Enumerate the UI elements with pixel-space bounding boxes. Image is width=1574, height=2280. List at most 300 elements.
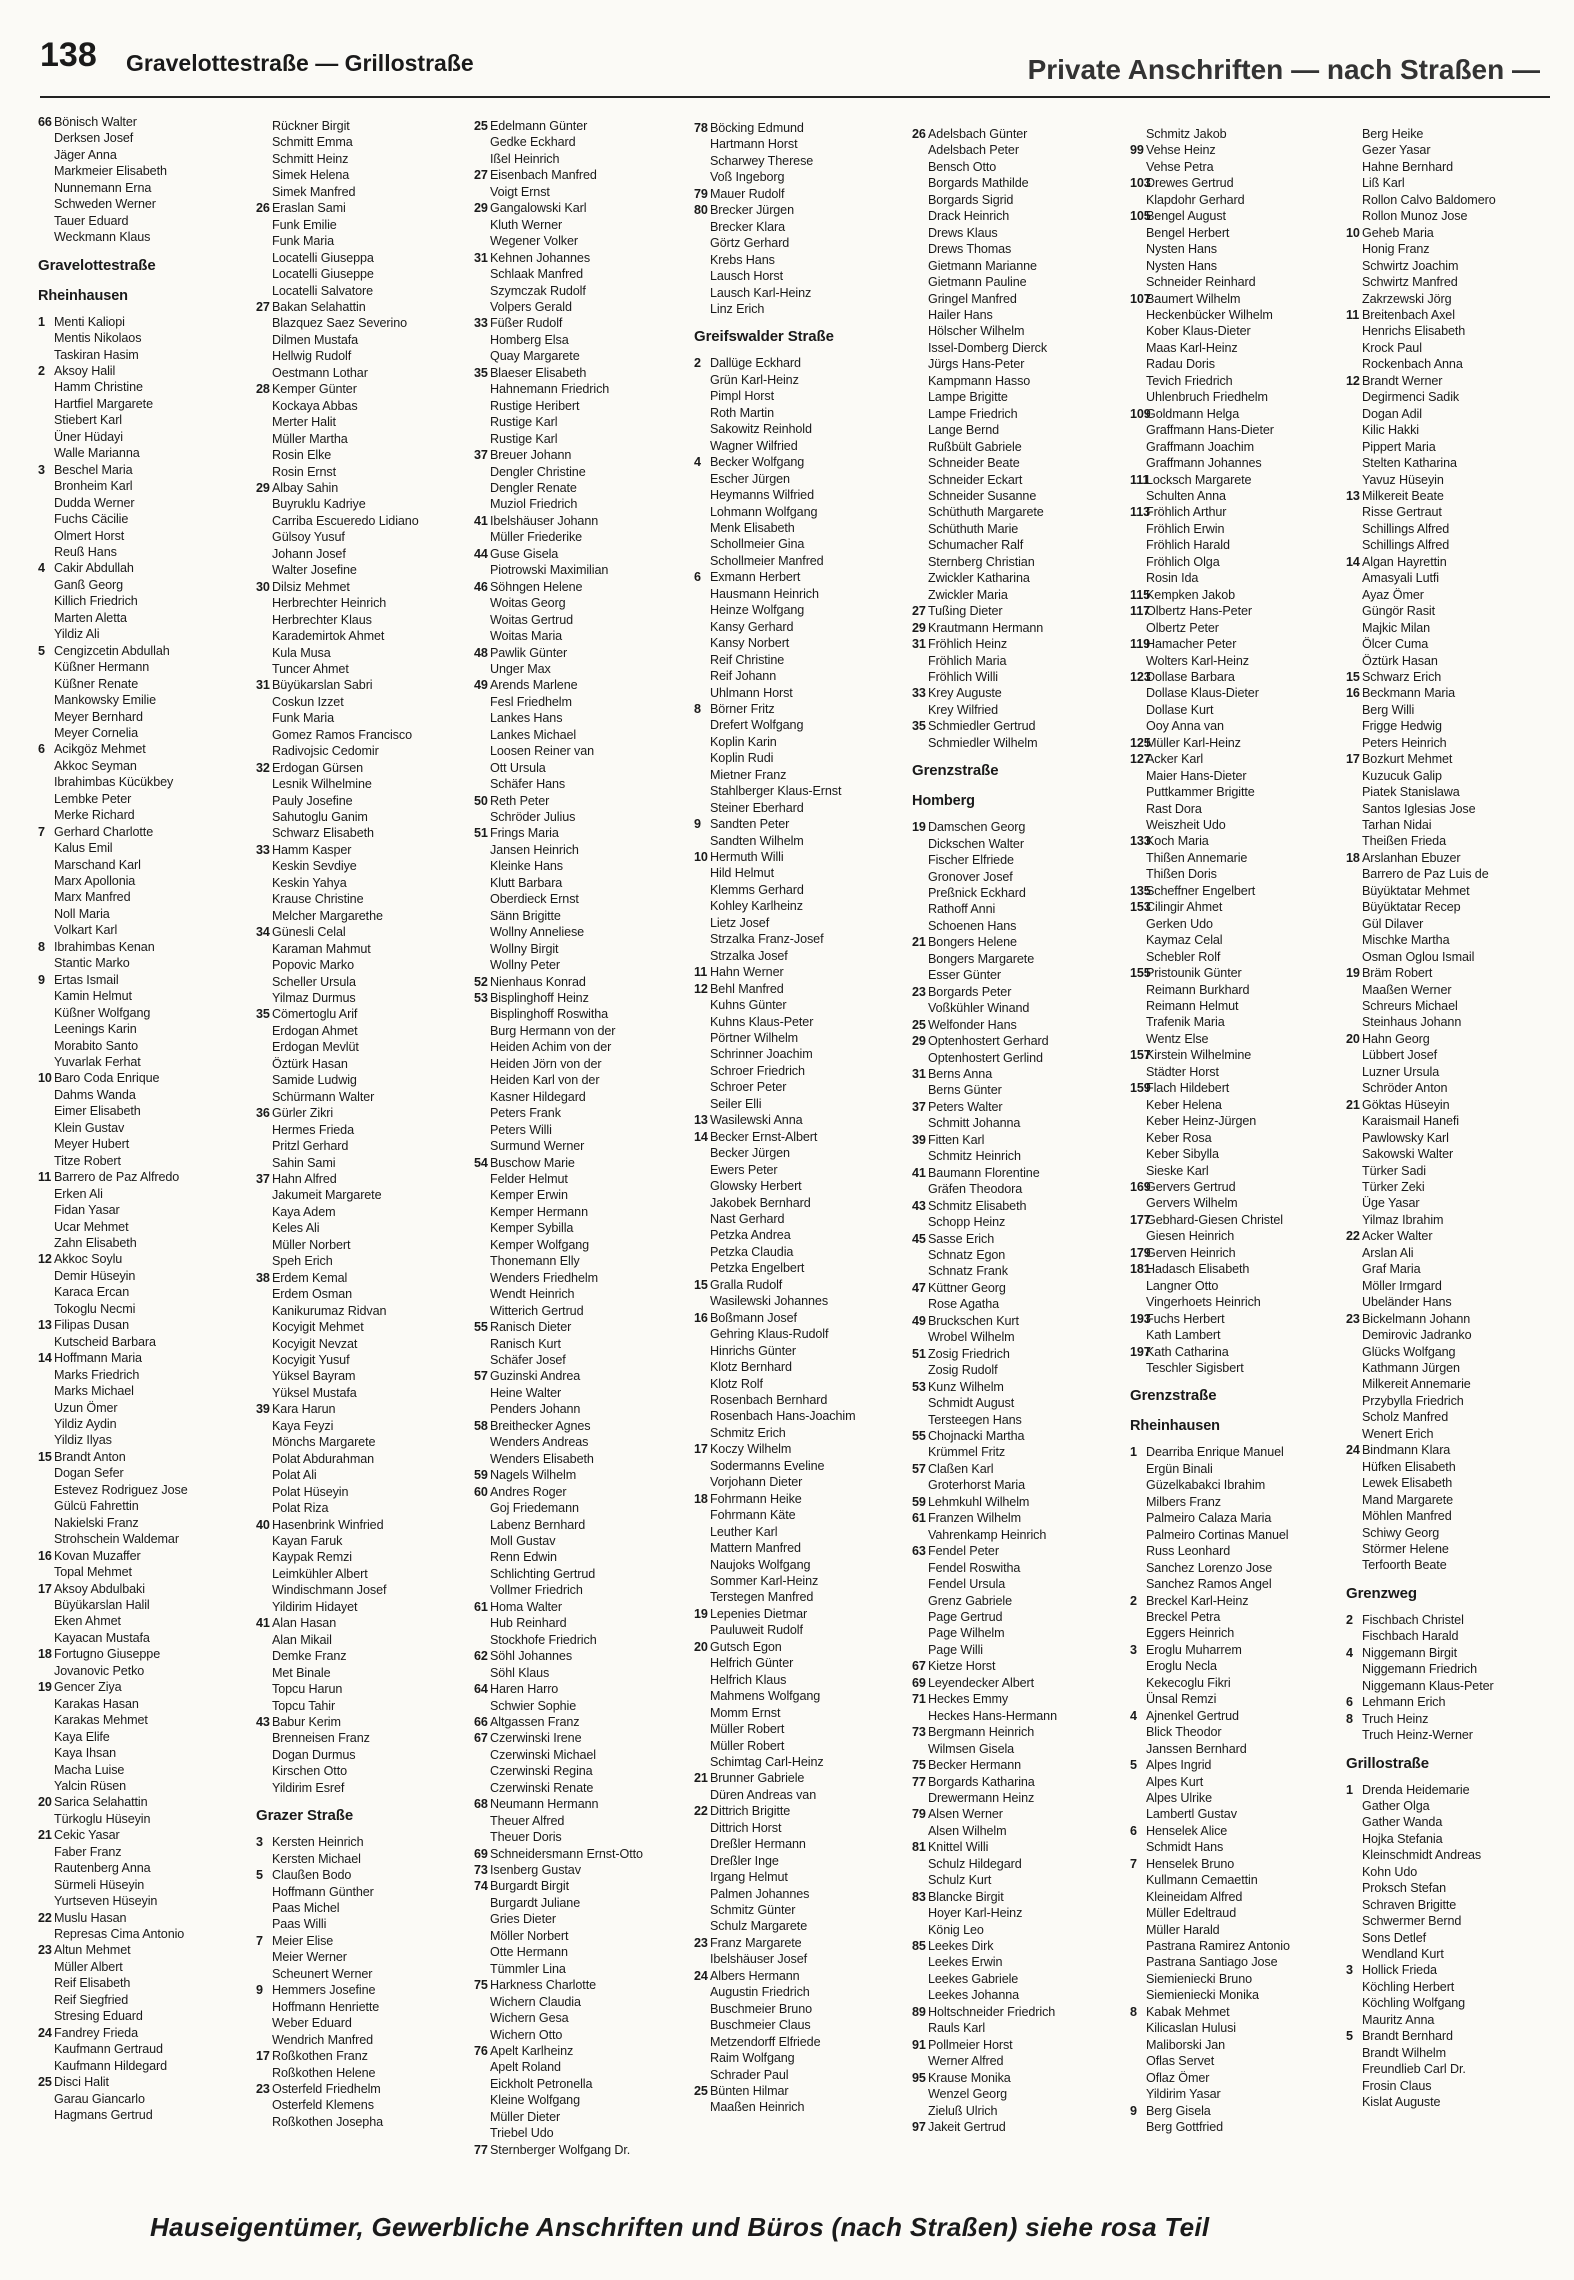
resident-name: Siemieniecki Bruno — [1146, 1971, 1252, 1986]
house-number: 41 — [256, 1616, 270, 1631]
column-1 — [38, 114, 253, 2164]
resident-entry — [38, 1334, 253, 1350]
resident-entry — [38, 2074, 253, 2090]
resident-entry — [38, 1778, 253, 1794]
resident-name: Leenings Karin — [54, 1022, 137, 1037]
resident-entry — [912, 603, 1127, 619]
resident-entry — [912, 340, 1127, 356]
house-number: 17 — [694, 1442, 708, 1457]
resident-entry — [474, 579, 689, 595]
resident-name: Beckmann Maria — [1362, 686, 1456, 701]
resident-name: Schillings Alfred — [1362, 538, 1450, 553]
resident-name: Scheffner Engelbert — [1146, 883, 1256, 898]
resident-name: Fischbach Christel — [1362, 1612, 1464, 1627]
resident-entry — [1346, 1031, 1551, 1047]
house-number: 35 — [474, 365, 488, 380]
resident-name: Müller Friederike — [490, 530, 583, 545]
resident-entry — [1130, 142, 1345, 158]
resident-name: Schwirtz Manfred — [1362, 275, 1458, 290]
resident-entry — [256, 562, 471, 578]
resident-entry — [474, 858, 689, 874]
resident-name: Trafenik Maria — [1146, 1015, 1225, 1030]
resident-name: Schimtag Carl-Heinz — [710, 1754, 824, 1769]
resident-name: Hartmann Horst — [710, 137, 798, 152]
resident-name: Gedke Eckhard — [490, 135, 576, 150]
resident-name: Cömertoglu Arif — [272, 1007, 358, 1022]
resident-name: Claßen Karl — [928, 1461, 994, 1476]
resident-entry — [1130, 1774, 1345, 1790]
resident-name: Hahn Werner — [710, 965, 784, 980]
resident-name: Koplin Rudi — [710, 751, 774, 766]
resident-entry — [38, 544, 253, 560]
resident-entry — [912, 1576, 1127, 1592]
resident-name: Pastrana Ramirez Antonio — [1146, 1939, 1290, 1954]
house-number: 91 — [912, 2037, 926, 2052]
resident-entry — [38, 791, 253, 807]
resident-entry — [694, 2099, 909, 2115]
resident-entry — [474, 1582, 689, 1598]
resident-entry — [474, 793, 689, 809]
resident-entry — [912, 1214, 1127, 1230]
resident-name: Dahms Wanda — [54, 1087, 136, 1102]
resident-name: Taskiran Hasim — [54, 347, 139, 362]
resident-name: Unger Max — [490, 661, 551, 676]
resident-name: Lampe Friedrich — [928, 406, 1018, 421]
house-number: 29 — [474, 201, 488, 216]
resident-entry — [1130, 1625, 1345, 1641]
resident-name: Lewek Elisabeth — [1362, 1476, 1453, 1491]
resident-entry — [256, 809, 471, 825]
resident-name: Olbertz Hans-Peter — [1146, 604, 1252, 619]
resident-entry — [1346, 291, 1551, 307]
resident-entry — [1130, 1163, 1345, 1179]
resident-name: Groterhorst Maria — [928, 1478, 1025, 1493]
resident-entry — [694, 219, 909, 235]
resident-name: Santos Iglesias Jose — [1362, 801, 1476, 816]
resident-entry — [474, 645, 689, 661]
house-number: 20 — [694, 1639, 708, 1654]
resident-entry — [912, 406, 1127, 422]
resident-name: Melcher Margarethe — [272, 908, 383, 923]
resident-name: Liß Karl — [1362, 176, 1405, 191]
resident-name: Topcu Harun — [272, 1682, 343, 1697]
house-number: 20 — [1346, 1031, 1360, 1046]
resident-entry — [256, 184, 471, 200]
resident-name: Voßkühler Winand — [928, 1001, 1030, 1016]
resident-entry — [694, 1343, 909, 1359]
resident-name: Hüfken Elisabeth — [1362, 1459, 1456, 1474]
resident-name: Keber Helena — [1146, 1097, 1222, 1112]
house-number: 11 — [1346, 307, 1360, 322]
resident-name: Augustin Friedrich — [710, 1985, 810, 2000]
resident-entry — [256, 1533, 471, 1549]
house-number: 6 — [694, 570, 701, 585]
resident-entry — [38, 229, 253, 245]
resident-name: König Leo — [928, 1922, 984, 1937]
resident-name: Dittrich Horst — [710, 1820, 782, 1835]
resident-entry — [912, 1263, 1127, 1279]
resident-entry — [694, 1622, 909, 1638]
resident-entry — [1346, 833, 1551, 849]
house-number: 31 — [912, 637, 926, 652]
house-number: 159 — [1130, 1081, 1151, 1096]
house-number: 99 — [1130, 143, 1144, 158]
resident-name: Herbrechter Klaus — [272, 612, 372, 627]
resident-name: Drews Thomas — [928, 242, 1012, 257]
resident-entry — [1130, 1741, 1345, 1757]
resident-name: Tevich Friedrich — [1146, 373, 1233, 388]
resident-name: Karakas Hasan — [54, 1696, 139, 1711]
house-number: 74 — [474, 1879, 488, 1894]
resident-name: Paas Michel — [272, 1901, 340, 1916]
resident-entry — [38, 330, 253, 346]
resident-name: Heckenbücker Wilhelm — [1146, 307, 1273, 322]
resident-name: Kilic Hakki — [1362, 423, 1419, 438]
resident-entry — [474, 1533, 689, 1549]
resident-name: Aksoy Abdulbaki — [54, 1581, 145, 1596]
resident-name: Albay Sahin — [272, 480, 339, 495]
resident-name: Dilsiz Mehmet — [272, 579, 350, 594]
resident-name: Meier Elise — [272, 1933, 334, 1948]
resident-name: Hoffmann Maria — [54, 1351, 142, 1366]
resident-name: Bönisch Walter — [54, 115, 137, 129]
resident-entry — [1130, 784, 1345, 800]
resident-entry — [474, 1204, 689, 1220]
resident-name: Paas Willi — [272, 1917, 327, 1932]
resident-entry — [38, 1284, 253, 1300]
resident-entry — [38, 314, 253, 330]
resident-entry — [1130, 159, 1345, 175]
resident-name: Breckel Petra — [1146, 1609, 1221, 1624]
section-title: Private Anschriften — nach Straßen — — [1027, 54, 1540, 85]
resident-entry — [1346, 1962, 1551, 1978]
resident-entry — [256, 1698, 471, 1714]
resident-entry — [474, 151, 689, 167]
resident-entry — [38, 1103, 253, 1119]
resident-entry — [912, 323, 1127, 339]
district-heading: Homberg — [912, 793, 975, 810]
resident-name: Koch Maria — [1146, 834, 1209, 849]
resident-name: Schlaak Manfred — [490, 267, 584, 282]
resident-name: Rathoff Anni — [928, 902, 996, 917]
resident-name: Sons Detlef — [1362, 1930, 1427, 1945]
resident-entry — [912, 1082, 1127, 1098]
resident-entry — [256, 760, 471, 776]
resident-name: Söhngen Helene — [490, 579, 583, 594]
resident-entry — [474, 464, 689, 480]
resident-name: Guzinski Andrea — [490, 1369, 581, 1384]
resident-name: Hahn Alfred — [272, 1172, 337, 1186]
resident-entry — [694, 1655, 909, 1671]
resident-name: Theuer Doris — [490, 1830, 562, 1845]
resident-name: Gehring Klaus-Rudolf — [710, 1327, 829, 1342]
resident-name: Maas Karl-Heinz — [1146, 340, 1238, 355]
resident-entry — [38, 1169, 253, 1185]
resident-name: Leyendecker Albert — [928, 1675, 1035, 1690]
resident-entry — [1346, 620, 1551, 636]
resident-name: Nagels Wilhelm — [490, 1468, 577, 1483]
resident-entry — [1346, 1492, 1551, 1508]
resident-name: Kaymaz Celal — [1146, 933, 1223, 948]
resident-name: Krause Christine — [272, 892, 364, 907]
house-number: 53 — [474, 991, 488, 1006]
resident-name: Küttner Georg — [928, 1280, 1006, 1295]
resident-entry — [1130, 2119, 1345, 2135]
resident-name: Tußing Dieter — [928, 604, 1003, 619]
resident-entry — [474, 2010, 689, 2026]
resident-entry — [38, 1383, 253, 1399]
resident-name: Müller Martha — [272, 431, 348, 446]
resident-entry — [256, 151, 471, 167]
resident-name: Heckes Emmy — [928, 1692, 1009, 1707]
resident-entry — [474, 2109, 689, 2125]
resident-entry — [38, 147, 253, 163]
resident-name: Bergmann Heinrich — [928, 1725, 1035, 1740]
resident-entry — [1346, 1311, 1551, 1327]
resident-name: Simek Helena — [272, 168, 350, 183]
resident-name: Heine Walter — [490, 1385, 562, 1400]
resident-entry — [474, 875, 689, 891]
resident-name: Bruckschen Kurt — [928, 1313, 1019, 1328]
resident-entry — [1130, 1212, 1345, 1228]
resident-name: Dearriba Enrique Manuel — [1146, 1445, 1284, 1460]
resident-name: Wrobel Wilhelm — [928, 1330, 1015, 1345]
resident-entry — [474, 1730, 689, 1746]
resident-name: Börner Fritz — [710, 701, 775, 716]
resident-name: Wasilewski Anna — [710, 1113, 803, 1128]
resident-name: Woitas Maria — [490, 629, 563, 644]
resident-entry — [38, 2041, 253, 2057]
resident-entry — [1130, 1527, 1345, 1543]
resident-entry — [474, 1846, 689, 1862]
resident-entry — [256, 990, 471, 1006]
resident-name: Palmeiro Cortinas Manuel — [1146, 1527, 1289, 1542]
resident-entry — [256, 1780, 471, 1796]
house-number: 9 — [694, 817, 701, 832]
resident-entry — [256, 2081, 471, 2097]
resident-name: Gralla Rudolf — [710, 1277, 783, 1292]
resident-entry — [694, 1014, 909, 1030]
resident-entry — [694, 586, 909, 602]
house-number: 73 — [912, 1725, 926, 1740]
house-number: 16 — [38, 1548, 52, 1563]
resident-entry — [1130, 1031, 1345, 1047]
resident-entry — [912, 967, 1127, 983]
resident-entry — [256, 1681, 471, 1697]
resident-entry — [256, 908, 471, 924]
resident-name: Schebler Rolf — [1146, 949, 1221, 964]
resident-entry — [1130, 669, 1345, 685]
resident-entry — [1346, 340, 1551, 356]
house-number: 60 — [474, 1484, 488, 1499]
house-number: 33 — [912, 686, 926, 701]
resident-entry — [38, 807, 253, 823]
resident-entry — [1346, 1847, 1551, 1863]
resident-entry — [474, 677, 689, 693]
resident-entry — [912, 1379, 1127, 1395]
resident-entry — [38, 1926, 253, 1942]
resident-name: Kuzucuk Galip — [1362, 768, 1442, 783]
resident-name: Heiden Achim von der — [490, 1040, 612, 1055]
resident-name: Coskun Izzet — [272, 694, 344, 709]
resident-name: Mentis Nikolaos — [54, 331, 142, 346]
resident-entry — [256, 1072, 471, 1088]
resident-name: Borgards Katharina — [928, 1774, 1035, 1789]
resident-name: Keber Heinz-Jürgen — [1146, 1114, 1257, 1129]
resident-name: Graffmann Joachim — [1146, 439, 1254, 454]
resident-entry — [256, 1933, 471, 1949]
resident-name: Dollase Kurt — [1146, 702, 1214, 717]
resident-name: Erdem Kemal — [272, 1270, 348, 1285]
resident-name: Türker Sadi — [1362, 1163, 1426, 1178]
resident-entry — [1130, 1757, 1345, 1773]
resident-entry — [1346, 801, 1551, 817]
resident-name: Locatelli Salvatore — [272, 283, 374, 298]
resident-name: Krey Wilfried — [928, 702, 999, 717]
resident-entry — [474, 1105, 689, 1121]
resident-name: Dogan Durmus — [272, 1747, 356, 1762]
resident-name: Brecker Klara — [710, 219, 785, 234]
resident-name: Samide Ludwig — [272, 1073, 357, 1088]
resident-name: Yüksel Mustafa — [272, 1385, 357, 1400]
resident-entry — [474, 167, 689, 183]
resident-entry — [912, 192, 1127, 208]
resident-name: Lankes Hans — [490, 711, 563, 726]
resident-name: Vorjohann Dieter — [710, 1475, 803, 1490]
resident-name: Speh Erich — [272, 1254, 333, 1269]
resident-name: Nienhaus Konrad — [490, 974, 586, 989]
resident-name: Wenzel Georg — [928, 2087, 1008, 2102]
resident-entry — [912, 2070, 1127, 2086]
resident-name: Köchling Wolfgang — [1362, 1996, 1466, 2011]
resident-name: Luzner Ursula — [1362, 1064, 1440, 1079]
resident-name: Kober Klaus-Dieter — [1146, 324, 1251, 339]
resident-entry — [474, 595, 689, 611]
resident-name: Schulz Margarete — [710, 1919, 808, 1934]
resident-name: Buyruklu Kadriye — [272, 497, 366, 512]
resident-name: Akkoc Soylu — [54, 1252, 123, 1267]
resident-entry — [474, 2059, 689, 2075]
resident-name: Demke Franz — [272, 1649, 347, 1664]
resident-name: Apelt Karlheinz — [490, 2044, 574, 2059]
house-number: 77 — [474, 2142, 488, 2157]
resident-entry — [38, 610, 253, 626]
resident-name: Mankowsky Emilie — [54, 693, 156, 708]
resident-entry — [474, 974, 689, 990]
resident-name: Cakir Abdullah — [54, 561, 134, 576]
resident-entry — [1346, 718, 1551, 734]
resident-name: Schäfer Hans — [490, 777, 566, 792]
resident-entry — [474, 217, 689, 233]
resident-entry — [256, 1648, 471, 1664]
resident-name: Gürler Zikri — [272, 1106, 334, 1121]
resident-entry — [256, 858, 471, 874]
resident-name: Blaeser Elisabeth — [490, 365, 587, 380]
resident-entry — [38, 1613, 253, 1629]
resident-name: Rollon Calvo Baldomero — [1362, 192, 1496, 207]
resident-entry — [474, 1418, 689, 1434]
resident-name: Eken Ahmet — [54, 1614, 121, 1629]
resident-name: Tümmler Lina — [490, 1961, 566, 1976]
resident-name: Drefert Wolfgang — [710, 718, 804, 733]
resident-name: Fesl Friedhelm — [490, 694, 572, 709]
resident-name: Leekes Johanna — [928, 1988, 1020, 2003]
resident-name: Gerhard Charlotte — [54, 824, 154, 839]
resident-name: Fröhlich Willi — [928, 669, 998, 684]
resident-name: Czerwinski Renate — [490, 1780, 594, 1795]
resident-name: Jakumeit Margarete — [272, 1188, 382, 1203]
resident-name: Büyüktatar Recep — [1362, 900, 1461, 915]
resident-entry — [474, 743, 689, 759]
house-number: 58 — [474, 1418, 488, 1433]
resident-name: Kath Lambert — [1146, 1328, 1221, 1343]
resident-name: Meyer Cornelia — [54, 725, 138, 740]
resident-name: Rustige Heribert — [490, 398, 580, 413]
resident-entry — [694, 1408, 909, 1424]
resident-name: Lambertl Gustav — [1146, 1807, 1237, 1822]
resident-name: Markmeier Elisabeth — [54, 164, 167, 179]
resident-name: Fröhlich Olga — [1146, 554, 1220, 569]
resident-entry — [474, 266, 689, 282]
resident-entry — [912, 620, 1127, 636]
resident-entry — [912, 488, 1127, 504]
resident-entry — [1346, 1426, 1551, 1442]
resident-entry — [1346, 570, 1551, 586]
resident-name: Pristounik Günter — [1146, 966, 1242, 981]
resident-name: Gronover Josef — [928, 869, 1013, 884]
resident-entry — [256, 1966, 471, 1982]
resident-name: Wenert Erich — [1362, 1426, 1434, 1441]
resident-entry — [1130, 1954, 1345, 1970]
resident-entry — [912, 1477, 1127, 1493]
resident-entry — [912, 718, 1127, 734]
resident-name: Schopp Heinz — [928, 1215, 1006, 1230]
resident-entry — [256, 677, 471, 693]
resident-name: Beschel Maria — [54, 462, 133, 477]
resident-name: Oflaz Ömer — [1146, 2070, 1210, 2085]
resident-entry — [912, 1494, 1127, 1510]
house-number: 57 — [912, 1461, 926, 1476]
resident-entry — [694, 504, 909, 520]
resident-entry — [1130, 949, 1345, 965]
resident-name: Schnatz Frank — [928, 1264, 1008, 1279]
resident-name: Erdogan Mevlüt — [272, 1040, 359, 1055]
resident-entry — [38, 939, 253, 955]
resident-entry — [38, 528, 253, 544]
resident-name: Schürmann Walter — [272, 1089, 375, 1104]
house-number: 1 — [1346, 1782, 1353, 1797]
resident-entry — [38, 577, 253, 593]
resident-entry — [38, 163, 253, 179]
resident-entry — [256, 957, 471, 973]
resident-name: Garau Giancarlo — [54, 2091, 145, 2106]
resident-entry — [474, 1434, 689, 1450]
resident-name: Strohschein Waldemar — [54, 1532, 179, 1547]
resident-entry — [1130, 1724, 1345, 1740]
resident-name: Sänn Brigitte — [490, 908, 561, 923]
resident-name: Dogan Sefer — [54, 1466, 124, 1481]
house-number: 7 — [38, 824, 45, 839]
resident-name: Radau Doris — [1146, 357, 1215, 372]
resident-name: Rose Agatha — [928, 1297, 1000, 1312]
house-number: 16 — [1346, 686, 1360, 701]
resident-entry — [38, 560, 253, 576]
resident-entry — [38, 741, 253, 757]
resident-entry — [474, 1648, 689, 1664]
house-number: 23 — [912, 984, 926, 999]
resident-name: Bünten Hilmar — [710, 2084, 789, 2099]
resident-name: Schwarz Elisabeth — [272, 826, 374, 841]
